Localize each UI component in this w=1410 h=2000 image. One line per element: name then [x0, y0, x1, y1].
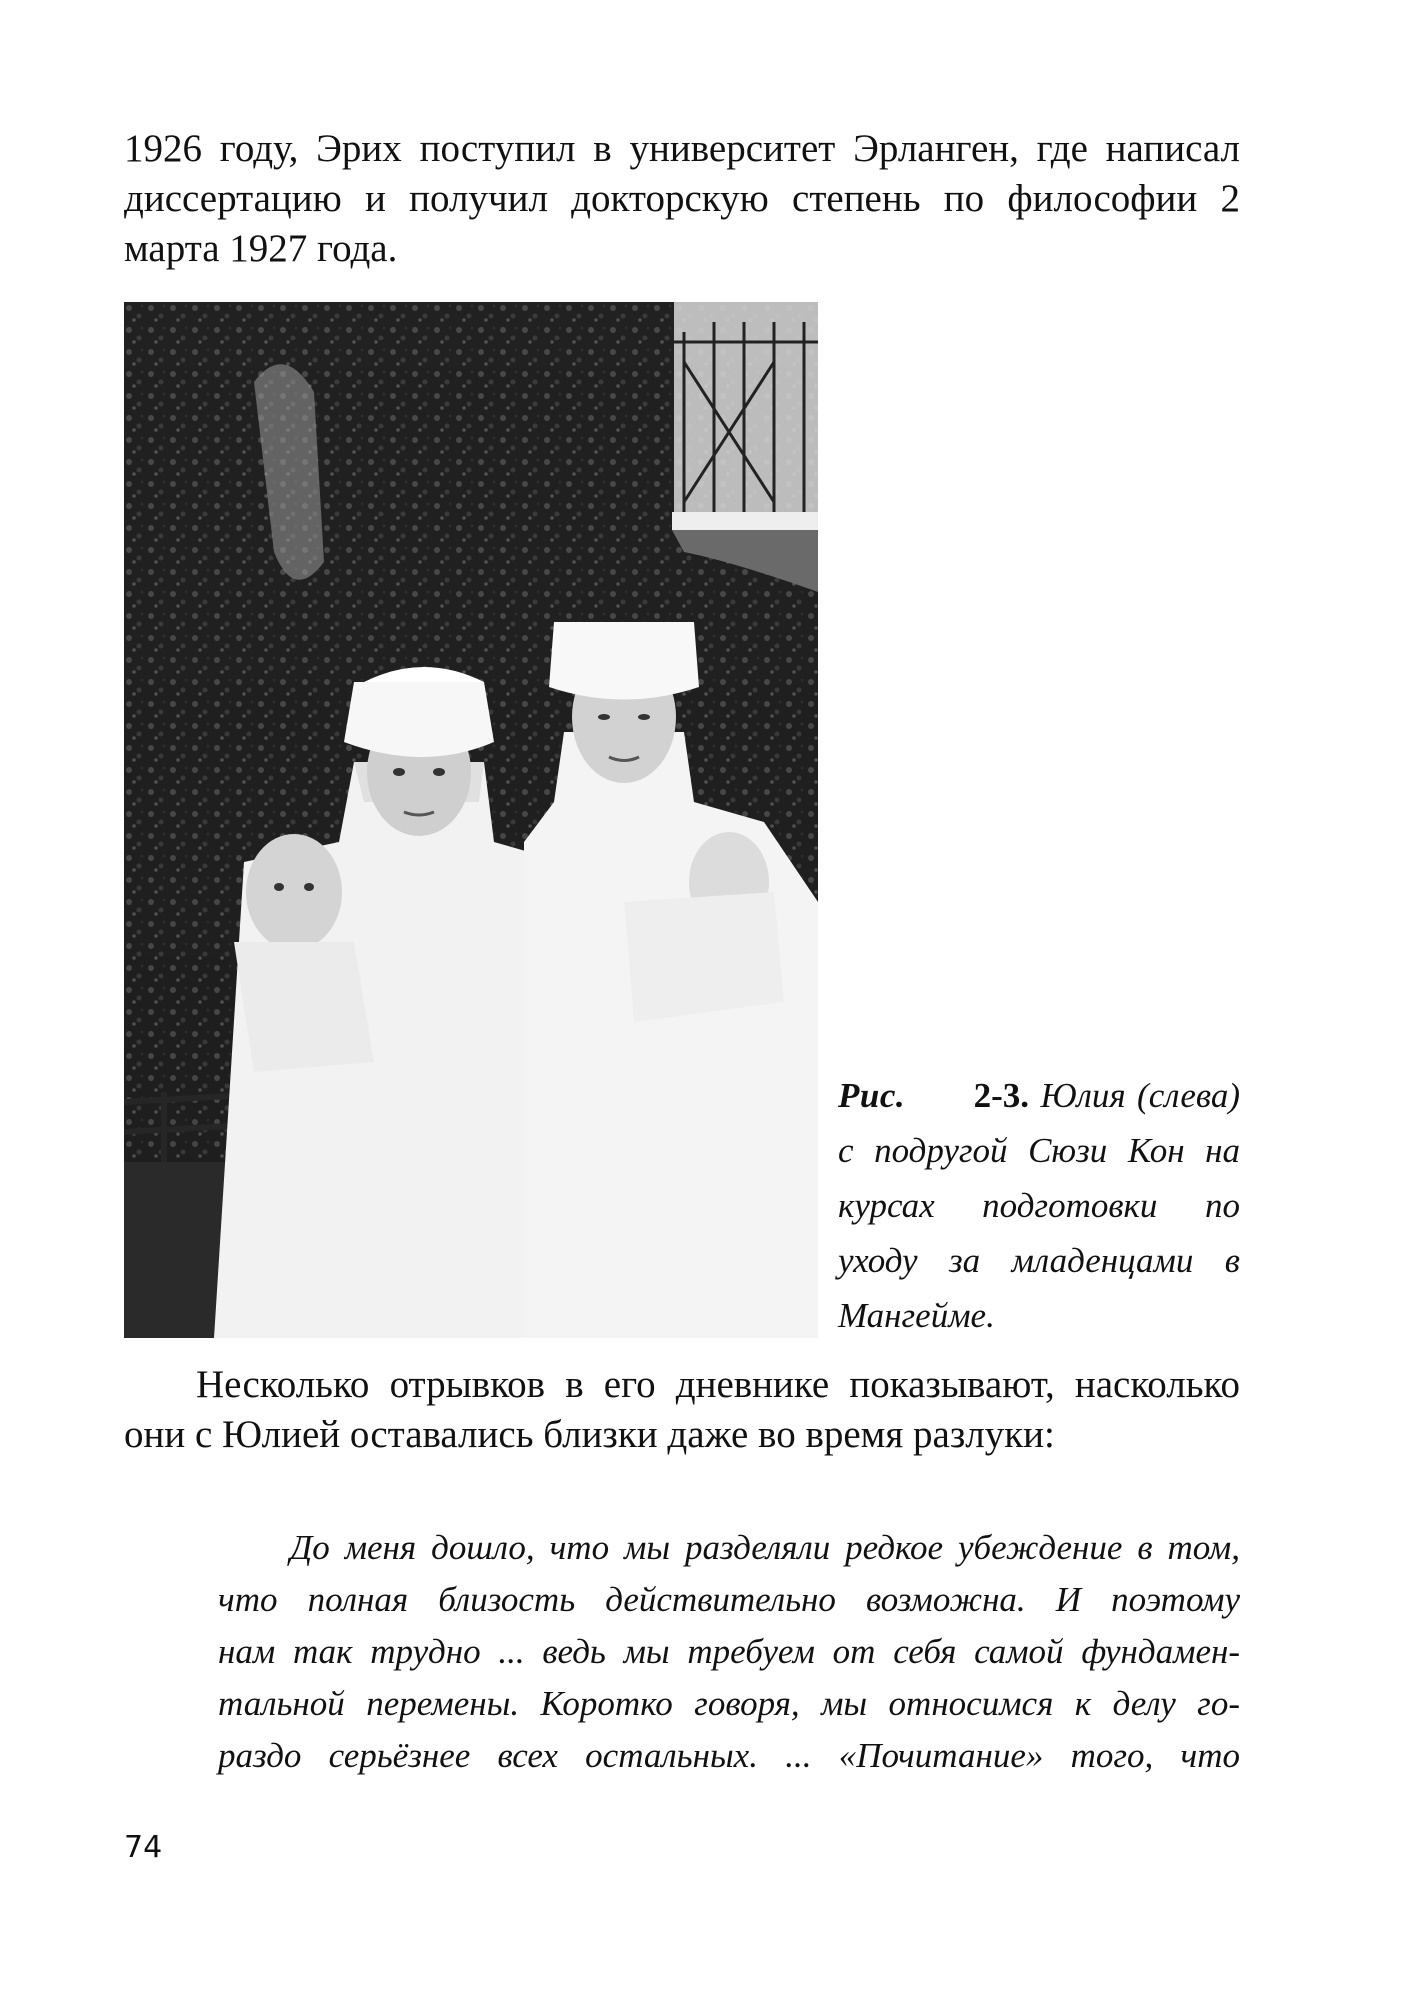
caption-text: Юлия (слева) с подругой Сюзи Кон на курсах подготовки по уходу за младенцами в Мангейме.: [838, 1076, 1241, 1335]
caption-label: Рис.: [838, 1076, 906, 1115]
quote-line: нам так трудно ... ведь мы требуем от себя самой фундамен-: [218, 1632, 1240, 1671]
paragraph-line: марта 1927 года.: [124, 227, 398, 270]
quote-line: раздо серьёзнее всех остальных. ... «Почитание» того, что: [218, 1736, 1240, 1775]
caption-number: 2-3.: [973, 1076, 1030, 1115]
body-paragraph-top: [124, 124, 1240, 274]
paragraph-line: 1926 году, Эрих поступил в университет Эрланген, где написал: [124, 127, 1240, 170]
quote-line: что полная близость действительно возможна. И поэтому: [218, 1580, 1240, 1619]
figure-caption: [838, 1068, 1240, 1343]
body-paragraph-mid: [124, 1360, 1240, 1460]
quote-line: тальной перемены. Коротко говоря, мы относимся к делу го-: [218, 1684, 1240, 1723]
paragraph-line: они с Юлией оставались близки даже во время разлуки:: [124, 1413, 1055, 1456]
paragraph-line: диссертацию и получил докторскую степень по философии 2: [124, 177, 1240, 220]
paragraph-line: Несколько отрывков в его дневнике показывают, насколько: [196, 1363, 1240, 1406]
page-number: 74: [124, 1830, 163, 1865]
figure-photo: [124, 302, 818, 1338]
quote-line: До меня дошло, что мы разделяли редкое убеждение в том,: [290, 1528, 1240, 1567]
block-quote: [218, 1522, 1240, 1782]
photo-balcony: [672, 302, 818, 592]
